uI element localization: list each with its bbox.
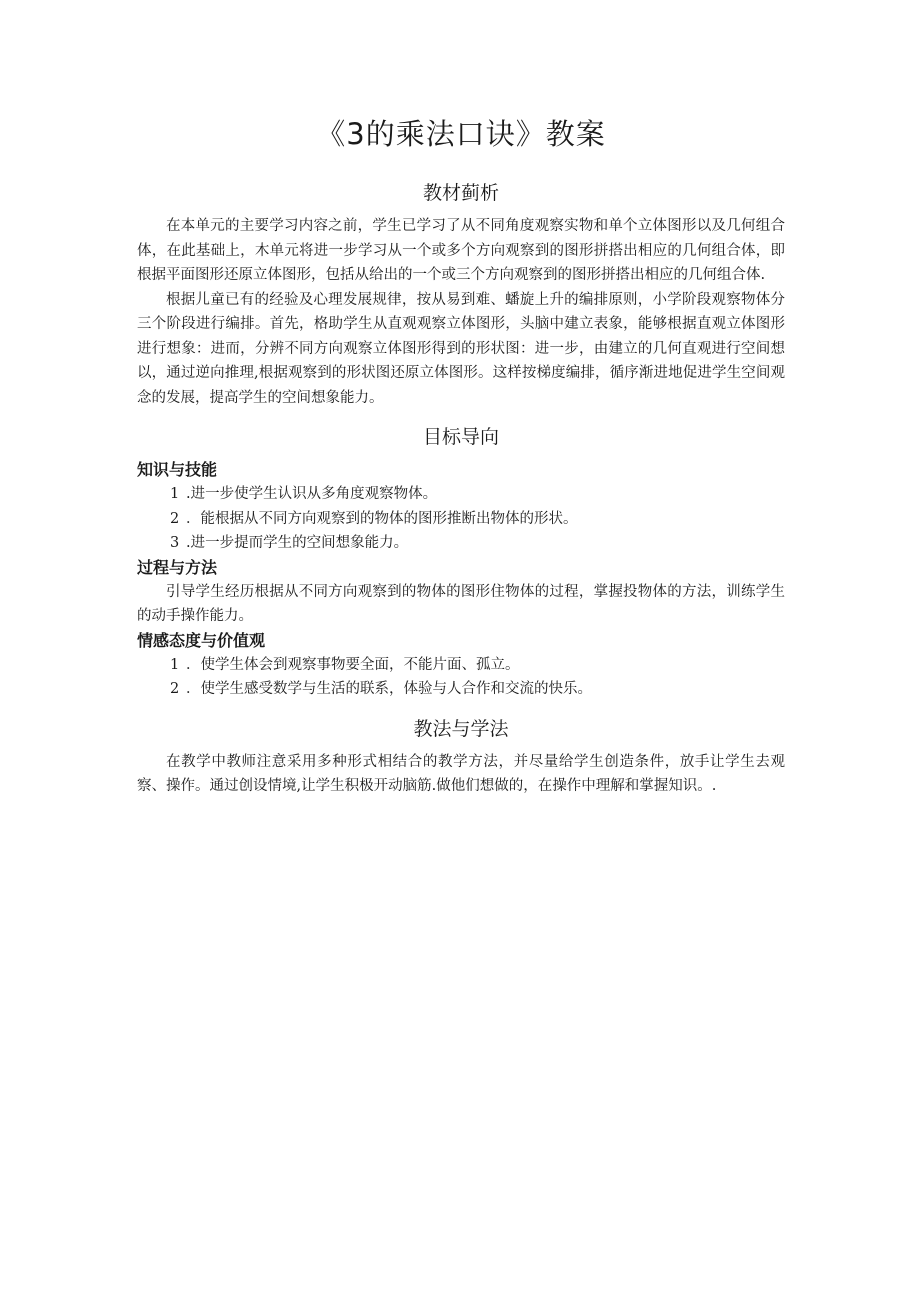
item-text: .进一步提而学生的空间想象能力。 (186, 535, 409, 551)
section-heading-methods: 教法与学法 (413, 717, 509, 740)
analysis-paragraph-2: 根据儿童已有的经验及心理发展规律，按从易到难、蟠旋上升的编排原则，小学阶段观察物体分三个阶段进行编排。首先，格助学生从直观观察立体图形，头脑中建立表象，能够根据直观立体图形进行想象：进而，分辨不同方向观察立体图形得到的形状图：进一步，由建立的几何直观进行空间想以，通过逆向推理,根据观察到的形状图还原立体图形。这样按梯度编排，循序渐进地促进学生空间观念的发展，提高学生的空间想象能力。 (137, 291, 785, 406)
item-text: ．能根据从不同方向观察到的物体的图形推断出物体的形状。 (186, 510, 578, 527)
item-text: ．使学生感受数学与生活的联系，体验与人合作和交流的快乐。 (186, 681, 592, 697)
document-page (137, 112, 785, 799)
section-heading-goals: 目标导向 (422, 426, 499, 448)
item-number: 2 (170, 510, 180, 527)
item-number: 2 (170, 681, 180, 697)
subheading-process: 过程与方法 (137, 557, 218, 577)
item-number: 3 (170, 535, 180, 551)
item-number: 1 (170, 656, 180, 673)
knowledge-item-2 (137, 507, 785, 532)
item-number: 1 (170, 486, 180, 502)
item-text: .进一步使学生认识从多角度观察物体。 (186, 486, 438, 502)
emotion-item-1 (137, 653, 785, 678)
knowledge-item-1 (137, 482, 785, 507)
document-title: 《3的乘法口诀》教案 (316, 117, 606, 151)
process-paragraph: 引导学生经历根据从不同方向观察到的物体的图形住物体的过程，掌握投物体的方法，训练学生的动手操作能力。 (137, 583, 785, 624)
item-text: ．使学生体会到观察事物要全面，不能片面、孤立。 (186, 656, 520, 673)
subheading-knowledge: 知识与技能 (137, 460, 218, 479)
methods-paragraph: 在教学中教师注意采用多种形式相结合的教学方法，并尽量给学生创造条件，放手让学生去观察、操作。通过创设情境,让学生积极开动脑筋.做他们想做的，在操作中理解和掌握知识。. (137, 753, 785, 794)
knowledge-item-3 (137, 531, 785, 556)
analysis-paragraph-1: 在本单元的主要学习内容之前，学生已学习了从不同角度观察实物和单个立体图形以及几何组合体，在此基础上，木单元将进一步学习从一个或多个方向观察到的图形拼搭出相应的几何组合体，即根据平面图形还原立体图形，包括从给出的一个或三个方向观察到的图形拼搭出相应的几何组合体. (137, 218, 785, 283)
section-heading-analysis: 教材蓟析 (422, 182, 499, 204)
subheading-emotion: 情感态度与价值观 (137, 630, 266, 650)
emotion-item-2 (137, 677, 785, 702)
